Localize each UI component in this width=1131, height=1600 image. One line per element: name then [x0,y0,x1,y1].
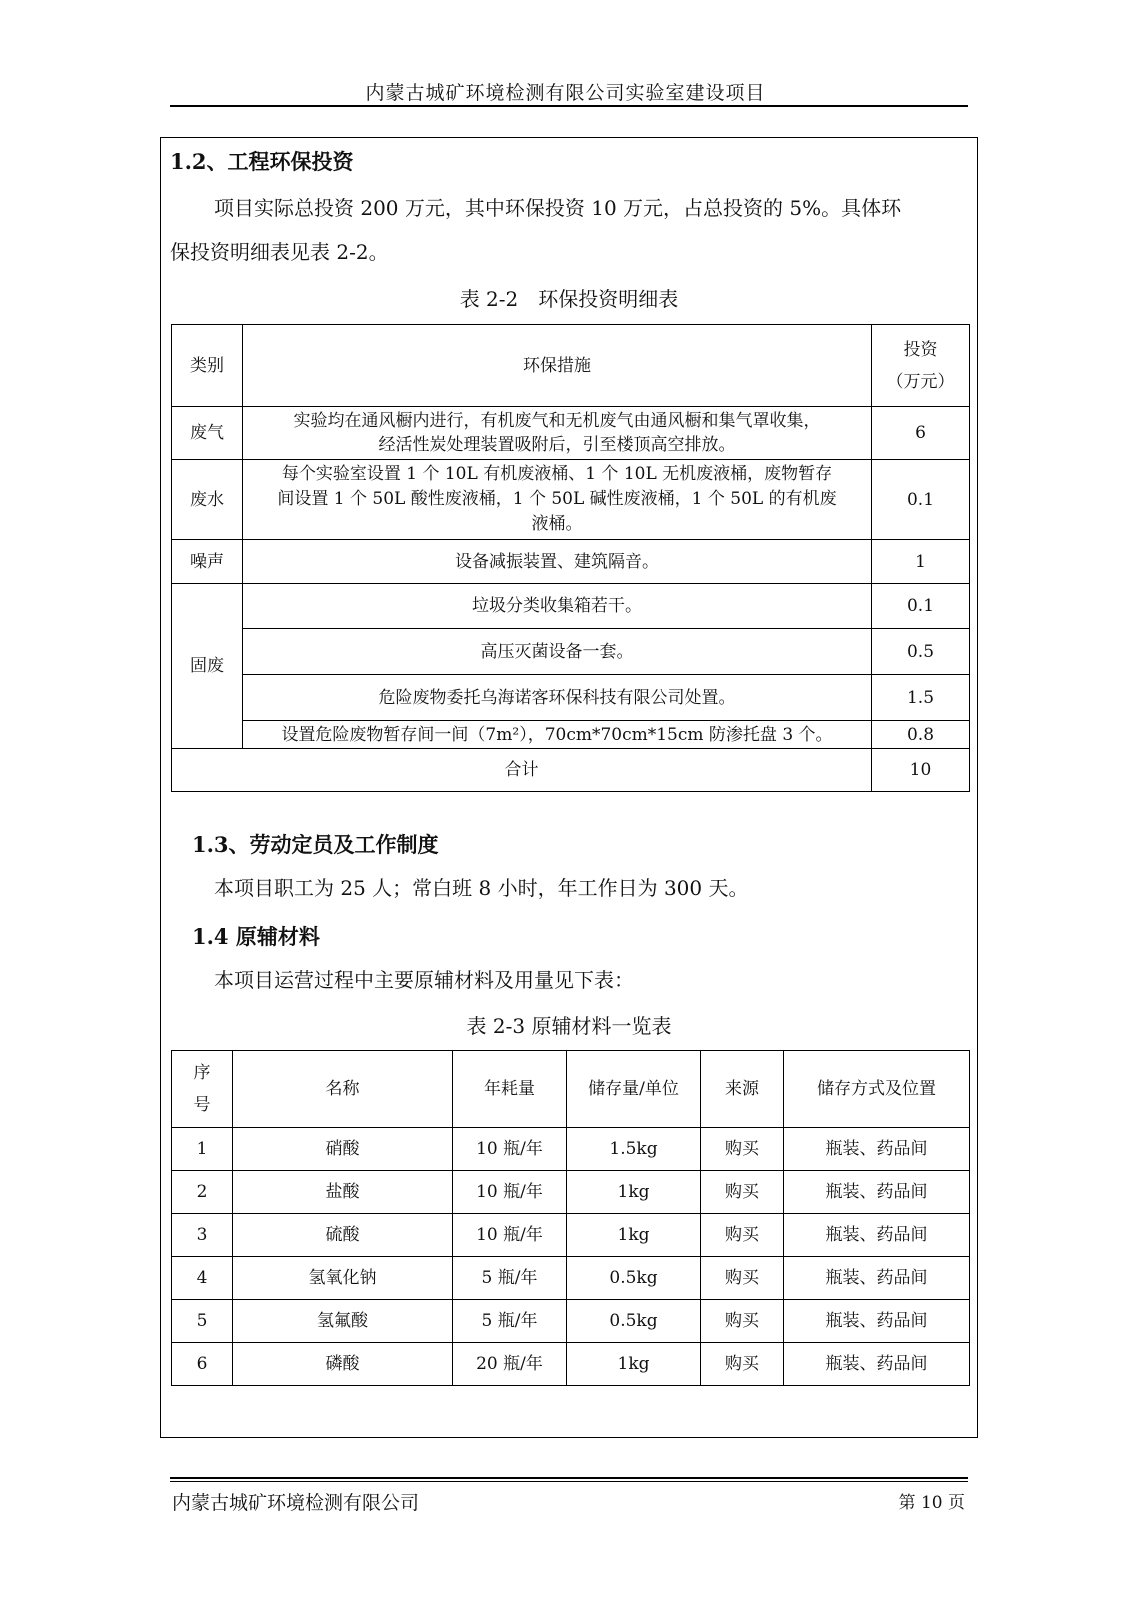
cell-location: 瓶装、药品间 [784,1171,970,1214]
cell-storage: 1.5kg [567,1128,701,1171]
cell-name: 盐酸 [233,1171,453,1214]
table-2-3-caption: 表 2-3 原辅材料一览表 [466,1014,672,1038]
cell-storage: 1kg [567,1214,701,1257]
cell-invest: 0.5 [872,629,970,675]
cell-location: 瓶装、药品间 [784,1214,970,1257]
measure-line: 实验均在通风橱内进行，有机废气和无机废气由通风橱和集气罩收集， [293,411,821,431]
table-row [172,460,970,540]
cell-name: 磷酸 [233,1343,453,1386]
table-row [172,407,970,460]
header-no-line2: 号 [193,1095,211,1115]
section-heading-1-3: 1.3、劳动定员及工作制度 [192,832,439,857]
cell-no: 3 [172,1214,233,1257]
measure-line: 液桶。 [531,514,583,534]
cell-name: 氢氧化钠 [233,1257,453,1300]
cell-invest: 0.8 [872,721,970,749]
cell-annual: 10 瓶/年 [453,1214,567,1257]
cell-annual: 5 瓶/年 [453,1257,567,1300]
page-header-title: 内蒙古城矿环境检测有限公司实验室建设项目 [365,82,766,104]
section-1-2-para-line2: 保投资明细表见表 2-2。 [170,240,389,264]
header-no [172,1051,233,1128]
table-row [172,540,970,584]
cell-source: 购买 [701,1214,784,1257]
cell-measure: 设置危险废物暂存间一间（7m²），70cm*70cm*15cm 防渗托盘 3 个。 [243,721,872,749]
cell-name: 硫酸 [233,1214,453,1257]
header-no-line1: 序 [193,1063,211,1083]
cell-invest: 6 [872,407,970,460]
cell-measure: 高压灭菌设备一套。 [243,629,872,675]
header-storage: 储存量/单位 [567,1051,701,1128]
measure-line: 间设置 1 个 50L 酸性废液桶，1 个 50L 碱性废液桶，1 个 50L 的有机废 [277,489,837,509]
cell-annual: 10 瓶/年 [453,1128,567,1171]
header-location: 储存方式及位置 [784,1051,970,1128]
total-value: 10 [872,749,970,792]
cell-storage: 1kg [567,1343,701,1386]
section-heading-1-4: 1.4 原辅材料 [192,924,320,949]
cell-measure: 设备减振装置、建筑隔音。 [243,540,872,584]
cell-invest: 0.1 [872,460,970,540]
cell-no: 6 [172,1343,233,1386]
cell-measure [243,407,872,460]
cell-invest: 1.5 [872,675,970,721]
footer-rule [170,1477,968,1479]
header-invest-line1: 投资 [903,339,938,360]
table-2-3 [171,1050,970,1386]
cell-no: 4 [172,1257,233,1300]
table-row [172,721,970,749]
cell-name: 硝酸 [233,1128,453,1171]
measure-line: 经活性炭处理装置吸附后，引至楼顶高空排放。 [378,435,736,455]
cell-annual: 20 瓶/年 [453,1343,567,1386]
section-1-4-para: 本项目运营过程中主要原辅材料及用量见下表： [214,968,634,992]
header-invest-line2: （万元） [886,371,955,392]
table-total-row [172,749,970,792]
footer-company: 内蒙古城矿环境检测有限公司 [172,1492,420,1514]
footer-rule-thin [170,1481,968,1482]
section-1-3-para: 本项目职工为 25 人；常白班 8 小时，年工作日为 300 天。 [214,876,749,900]
cell-invest: 0.1 [872,584,970,629]
table-row [172,1171,970,1214]
table-row [172,1300,970,1343]
cell-location: 瓶装、药品间 [784,1128,970,1171]
table-2-2-caption: 表 2-2 环保投资明细表 [459,287,679,311]
table-row [172,1343,970,1386]
measure-line: 每个实验室设置 1 个 10L 有机废液桶、1 个 10L 无机废液桶，废物暂存 [281,464,833,484]
cell-measure: 垃圾分类收集箱若干。 [243,584,872,629]
table-header-row [172,1051,970,1128]
cell-annual: 5 瓶/年 [453,1300,567,1343]
cell-no: 5 [172,1300,233,1343]
cell-location: 瓶装、药品间 [784,1343,970,1386]
table-row [172,584,970,629]
cell-measure: 危险废物委托乌海诺客环保科技有限公司处置。 [243,675,872,721]
cell-source: 购买 [701,1171,784,1214]
table-row [172,1128,970,1171]
table-row [172,1214,970,1257]
cell-source: 购买 [701,1257,784,1300]
cell-storage: 1kg [567,1171,701,1214]
header-source: 来源 [701,1051,784,1128]
cell-category: 固废 [172,584,243,749]
cell-category: 废水 [172,460,243,540]
table-2-2 [171,324,970,792]
cell-measure [243,460,872,540]
header-name: 名称 [233,1051,453,1128]
header-invest [872,325,970,407]
table-row [172,675,970,721]
cell-no: 2 [172,1171,233,1214]
cell-category: 噪声 [172,540,243,584]
table-row [172,629,970,675]
footer-page-number: 第 10 页 [898,1493,965,1513]
cell-no: 1 [172,1128,233,1171]
cell-storage: 0.5kg [567,1257,701,1300]
total-label: 合计 [172,749,872,792]
cell-category: 废气 [172,407,243,460]
cell-location: 瓶装、药品间 [784,1300,970,1343]
cell-invest: 1 [872,540,970,584]
cell-source: 购买 [701,1343,784,1386]
header-annual: 年耗量 [453,1051,567,1128]
section-1-2-para-line1: 项目实际总投资 200 万元，其中环保投资 10 万元，占总投资的 5%。具体环 [214,196,902,220]
cell-annual: 10 瓶/年 [453,1171,567,1214]
cell-name: 氢氟酸 [233,1300,453,1343]
table-header-row [172,325,970,407]
cell-source: 购买 [701,1128,784,1171]
header-measure: 环保措施 [243,325,872,407]
table-row [172,1257,970,1300]
cell-source: 购买 [701,1300,784,1343]
header-category: 类别 [172,325,243,407]
section-heading-1-2: 1.2、工程环保投资 [170,149,354,174]
cell-storage: 0.5kg [567,1300,701,1343]
header-rule [170,105,968,107]
cell-location: 瓶装、药品间 [784,1257,970,1300]
